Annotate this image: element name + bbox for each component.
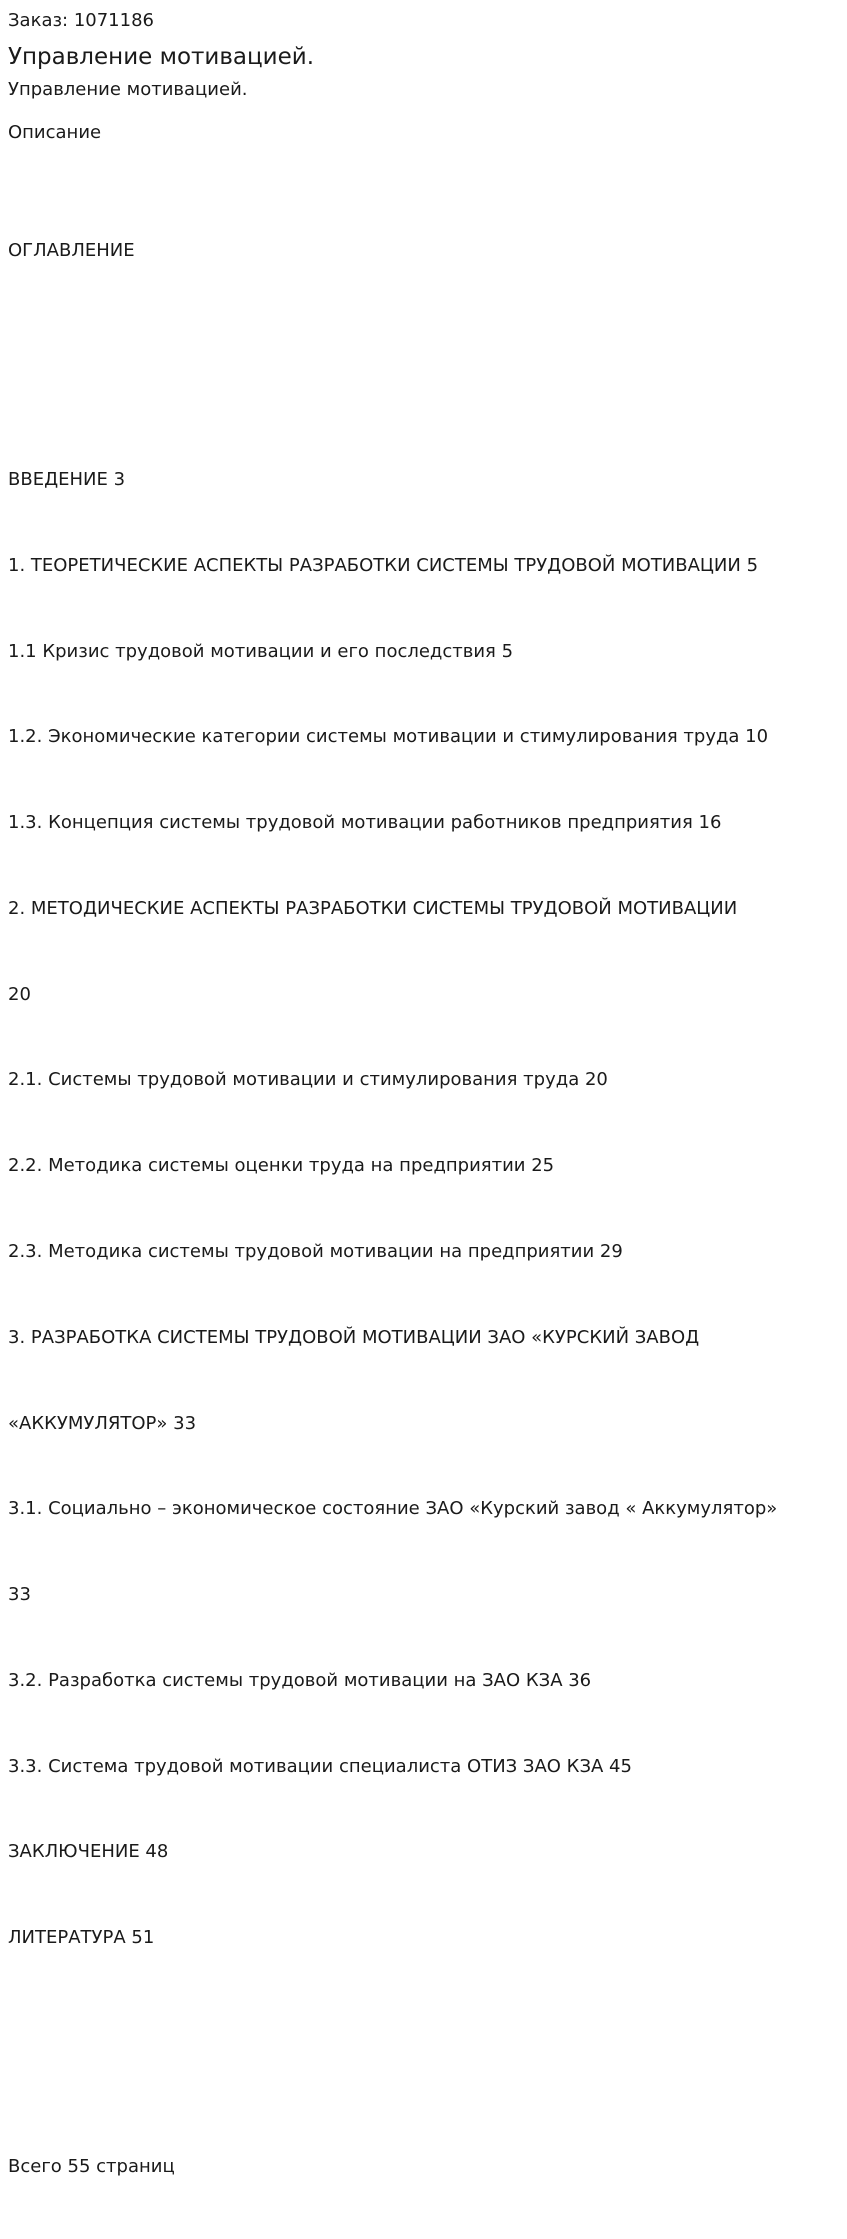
- page-title: Управление мотивацией.: [8, 44, 315, 70]
- toc-item: 2. МЕТОДИЧЕСКИЕ АСПЕКТЫ РАЗРАБОТКИ СИСТЕМЫ ТРУДОВОЙ МОТИВАЦИИ: [8, 897, 738, 919]
- toc-item: ЗАКЛЮЧЕНИЕ 48: [8, 1841, 169, 1863]
- toc-item: ВВЕДЕНИЕ 3: [8, 468, 126, 490]
- toc-item: 3.3. Система трудовой мотивации специалиста ОТИЗ ЗАО КЗА 45: [8, 1755, 632, 1777]
- toc-item: 3.1. Социально – экономическое состояние ЗАО «Курский завод « Аккумулятор»: [8, 1498, 778, 1520]
- toc-item: 3. РАЗРАБОТКА СИСТЕМЫ ТРУДОВОЙ МОТИВАЦИИ ЗАО «КУРСКИЙ ЗАВОД: [8, 1326, 700, 1348]
- toc-list: [8, 409, 839, 2010]
- blank-line: [8, 323, 839, 352]
- toc-item: 1.2. Экономические категории системы мотивации и стимулирования труда 10: [8, 726, 769, 748]
- toc-item: 2.2. Методика системы оценки труда на предприятии 25: [8, 1155, 555, 1177]
- toc-item: 20: [8, 983, 31, 1005]
- toc-heading: ОГЛАВЛЕНИЕ: [8, 240, 135, 262]
- toc-item: 3.2. Разработка системы трудовой мотивации на ЗАО КЗА 36: [8, 1669, 592, 1691]
- description-label: Описание: [8, 122, 102, 143]
- subtitle: Управление мотивацией.: [8, 79, 248, 100]
- toc-item: ЛИТЕРАТУРА 51: [8, 1927, 155, 1949]
- total-pages: Всего 55 страниц: [8, 2155, 175, 2177]
- toc-item: 2.3. Методика системы трудовой мотивации на предприятии 29: [8, 1240, 623, 1262]
- toc-item: 1. ТЕОРЕТИЧЕСКИЕ АСПЕКТЫ РАЗРАБОТКИ СИСТЕМЫ ТРУДОВОЙ МОТИВАЦИИ 5: [8, 554, 759, 576]
- order-number: Заказ: 1071186: [8, 10, 154, 31]
- toc-item: 1.1 Кризис трудовой мотивации и его последствия 5: [8, 640, 514, 662]
- description-content: [8, 145, 839, 2239]
- toc-item: «АККУМУЛЯТОР» 33: [8, 1412, 197, 1434]
- toc-item: 2.1. Системы трудовой мотивации и стимулирования труда 20: [8, 1069, 608, 1091]
- blank-line: [8, 2067, 839, 2096]
- toc-item: 33: [8, 1584, 31, 1606]
- toc-item: 1.3. Концепция системы трудовой мотивации работников предприятия 16: [8, 812, 722, 834]
